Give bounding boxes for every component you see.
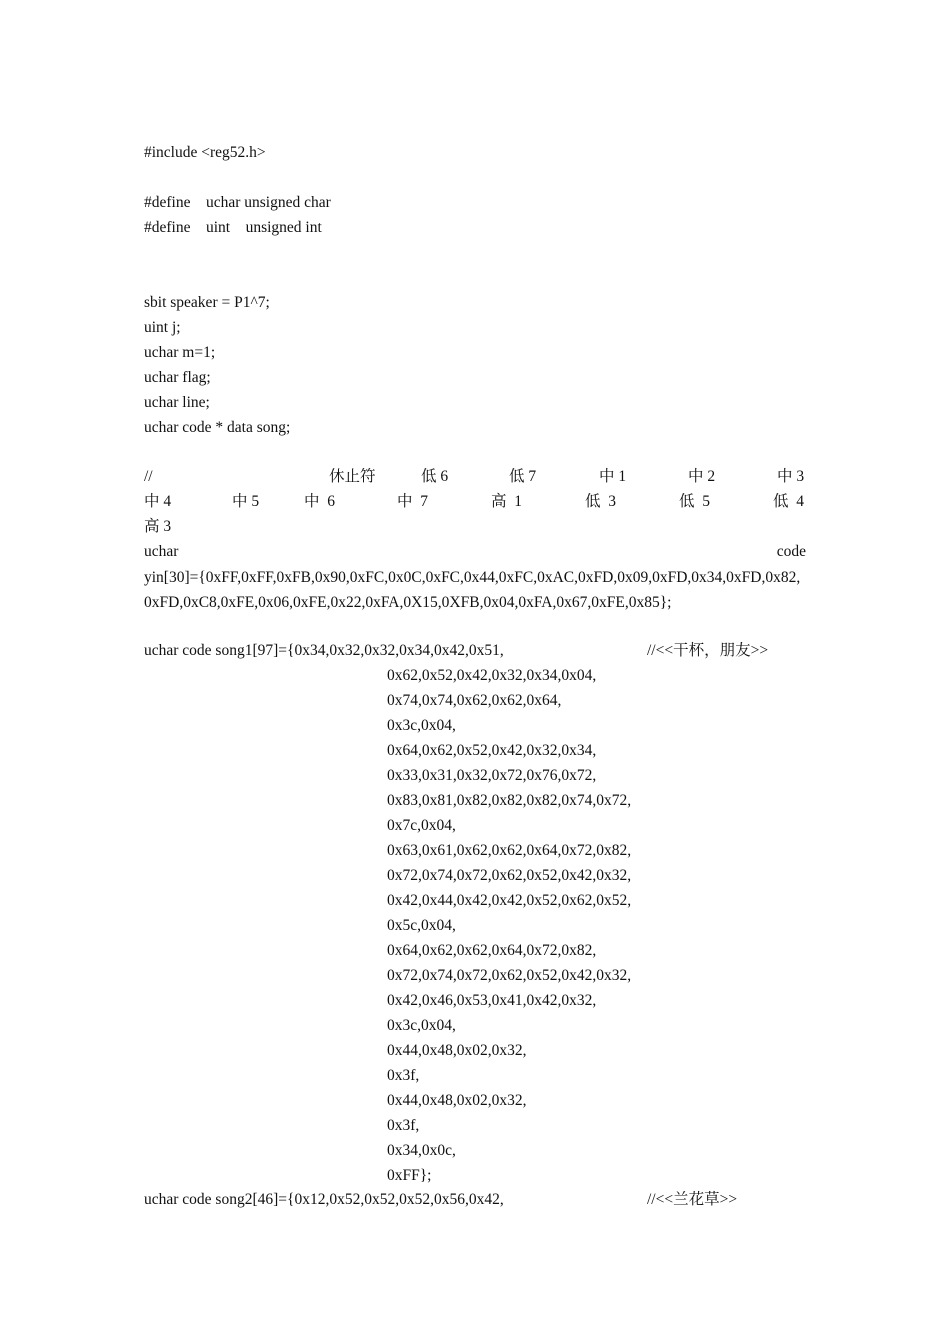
song1-declaration: uchar code song1[97]={0x34,0x32,0x32,0x34,0x42,0x51, bbox=[144, 642, 504, 659]
var-line: uchar m=1; bbox=[144, 344, 216, 361]
note-label: 低 4 bbox=[773, 493, 805, 510]
song1-data-line: 0x64,0x62,0x52,0x42,0x32,0x34, bbox=[387, 742, 597, 759]
note-label: 中 1 bbox=[599, 468, 627, 485]
note-label: 中 4 bbox=[144, 493, 172, 510]
var-line: uint j; bbox=[144, 319, 181, 336]
song1-data-line: 0x5c,0x04, bbox=[387, 917, 456, 934]
var-line: sbit speaker = P1^7; bbox=[144, 294, 270, 311]
yin-qualifier: code bbox=[776, 543, 806, 560]
song1-data-line: 0x83,0x81,0x82,0x82,0x82,0x74,0x72, bbox=[387, 792, 632, 809]
note-label: 低 7 bbox=[509, 468, 537, 485]
note-comment-row-2 bbox=[144, 492, 806, 512]
note-label: // bbox=[144, 468, 153, 485]
song1-data-line: 0x7c,0x04, bbox=[387, 817, 456, 834]
note-label: 中 2 bbox=[688, 468, 716, 485]
note-label: 中 5 bbox=[232, 493, 260, 510]
song2-comment: //<<兰花草>> bbox=[647, 1191, 738, 1208]
yin-type: uchar bbox=[144, 543, 179, 560]
song1-data-line: 0x44,0x48,0x02,0x32, bbox=[387, 1042, 527, 1059]
yin-decl-row bbox=[144, 542, 806, 562]
note-label: 高 1 bbox=[491, 493, 523, 510]
var-line: uchar flag; bbox=[144, 369, 211, 386]
song1-data-line: 0x3f, bbox=[387, 1067, 420, 1084]
song1-data-line: 0x63,0x61,0x62,0x62,0x64,0x72,0x82, bbox=[387, 842, 632, 859]
yin-array-body: yin[30]={0xFF,0xFF,0xFB,0x90,0xFC,0x0C,0xFC,0x44,0xFC,0xAC,0xFD,0x09,0xFD,0x34,0xFD,0x82,0xFD,0xC8,0xFE,0x06,0xFE,0x22,0xFA,0X15,0XFB,0x04,0xFA,0x67,0xFE,0x85}; bbox=[144, 569, 801, 611]
var-line: uchar code * data song; bbox=[144, 419, 291, 436]
song1-data-line: 0x44,0x48,0x02,0x32, bbox=[387, 1092, 527, 1109]
var-line: uchar line; bbox=[144, 394, 210, 411]
note-label: 低 5 bbox=[679, 493, 711, 510]
song1-data-line: 0x3f, bbox=[387, 1117, 420, 1134]
note-comment-row-3: 高 3 bbox=[144, 518, 172, 535]
song1-data-line: 0xFF}; bbox=[387, 1167, 432, 1184]
note-label: 中 6 bbox=[304, 493, 336, 510]
song1-data-line: 0x72,0x74,0x72,0x62,0x52,0x42,0x32, bbox=[387, 967, 632, 984]
note-label: 低 3 bbox=[585, 493, 617, 510]
song1-data-line: 0x64,0x62,0x62,0x64,0x72,0x82, bbox=[387, 942, 597, 959]
define-uchar-line: #define uchar unsigned char bbox=[144, 194, 331, 211]
note-label: 中 3 bbox=[777, 468, 805, 485]
song1-data-line: 0x42,0x46,0x53,0x41,0x42,0x32, bbox=[387, 992, 597, 1009]
song1-data-line: 0x74,0x74,0x62,0x62,0x64, bbox=[387, 692, 562, 709]
song1-comment: //<<干杯，朋友>> bbox=[647, 642, 769, 659]
note-label: 休止符 bbox=[329, 468, 376, 485]
song2-declaration: uchar code song2[46]={0x12,0x52,0x52,0x52,0x56,0x42, bbox=[144, 1191, 504, 1208]
song1-data-line: 0x33,0x31,0x32,0x72,0x76,0x72, bbox=[387, 767, 597, 784]
note-label: 低 6 bbox=[421, 468, 449, 485]
song1-data-line: 0x3c,0x04, bbox=[387, 717, 456, 734]
song1-data-line: 0x72,0x74,0x72,0x62,0x52,0x42,0x32, bbox=[387, 867, 632, 884]
song1-data-line: 0x62,0x52,0x42,0x32,0x34,0x04, bbox=[387, 667, 597, 684]
define-uint-line: #define uint unsigned int bbox=[144, 219, 322, 236]
note-label: 中 7 bbox=[397, 493, 429, 510]
song1-data-line: 0x42,0x44,0x42,0x42,0x52,0x62,0x52, bbox=[387, 892, 632, 909]
song1-data-line: 0x3c,0x04, bbox=[387, 1017, 456, 1034]
song1-data-line: 0x34,0x0c, bbox=[387, 1142, 456, 1159]
include-line: #include <reg52.h> bbox=[144, 144, 266, 161]
note-comment-row-1 bbox=[144, 467, 806, 487]
